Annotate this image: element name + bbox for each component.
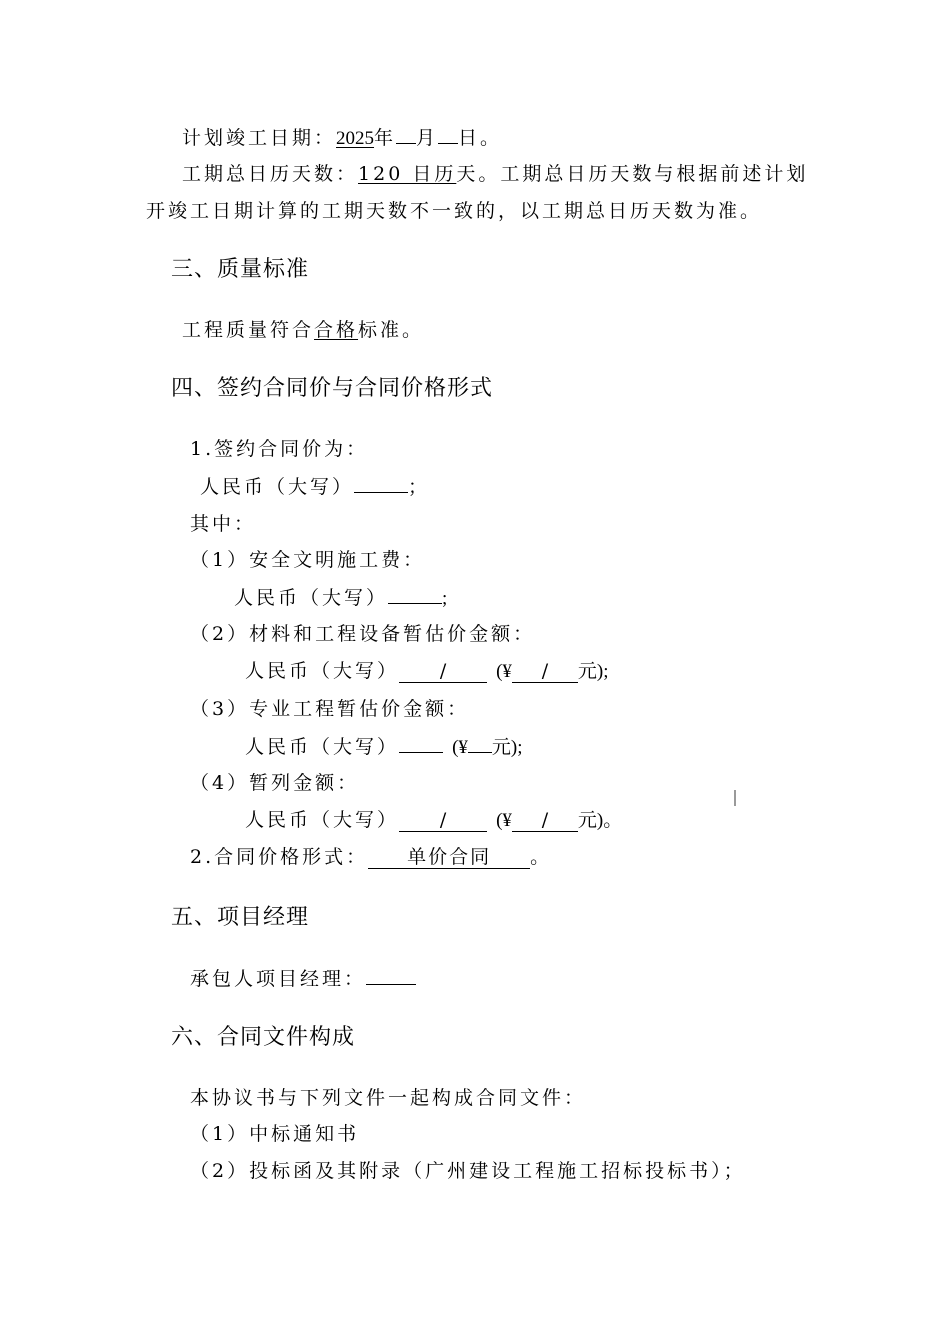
among-label: 其中： [190,513,257,535]
item4-rmb: 人民币（大写） / (¥ / 元)。 [245,809,623,831]
quality-value: 合格 [314,319,359,341]
item3-label: （3）专业工程暂估价金额： [190,698,470,720]
total-days-value: 120 日历 [358,163,457,185]
item2-amount: / [399,660,487,683]
day-blank [438,125,458,144]
project-manager-blank [366,966,416,985]
total-calendar-days: 工期总日历天数：120 日历天。工期总日历天数与根据前述计划 [182,163,809,185]
price-form-line: 2.合同价格形式： 单价合同 。 [190,846,553,868]
item2-yen-amount: / [512,660,578,683]
month-blank [396,125,416,144]
section-heading-quality: 三、质量标准 [171,257,310,282]
contract-price-blank [354,474,408,493]
section-heading-contract-price: 四、签约合同价与合同价格形式 [171,376,494,401]
documents-intro: 本协议书与下列文件一起构成合同文件： [190,1087,587,1109]
item1-rmb: 人民币（大写） ; [234,587,448,609]
item1-label: （1）安全文明施工费： [190,549,426,571]
section-heading-project-manager: 五、项目经理 [171,905,310,930]
item2-rmb: 人民币（大写） / (¥ / 元); [245,660,609,682]
item2-label: （2）材料和工程设备暂估价金额： [190,623,536,645]
item3-blank [399,734,443,753]
item3-rmb: 人民币（大写） (¥ 元); [245,736,523,758]
item4-label: （4）暂列金额： [190,772,360,794]
contract-price-label: 1.签约合同价为： [190,438,369,460]
item3-yen-blank [468,734,492,753]
price-form-value: 单价合同 [368,846,530,869]
planned-completion-date: 计划竣工日期：2025年 月 日。 [182,127,503,149]
item4-yen-amount: / [512,809,578,832]
item1-blank [388,585,442,604]
contract-price-rmb: 人民币（大写） ； [200,476,431,498]
item4-amount: / [399,809,487,832]
total-days-note: 开竣工日期计算的工期天数不一致的，以工期总日历天数为准。 [146,200,763,222]
completion-year: 2025 [336,128,375,149]
project-manager-line: 承包人项目经理： [190,966,416,991]
quality-text: 工程质量符合合格标准。 [182,319,425,341]
text-cursor [734,790,736,806]
document-item-1: （1）中标通知书 [190,1123,360,1145]
section-heading-contract-documents: 六、合同文件构成 [171,1025,356,1050]
document-item-2: （2）投标函及其附录（广州建设工程施工招标投标书）； [190,1160,746,1182]
